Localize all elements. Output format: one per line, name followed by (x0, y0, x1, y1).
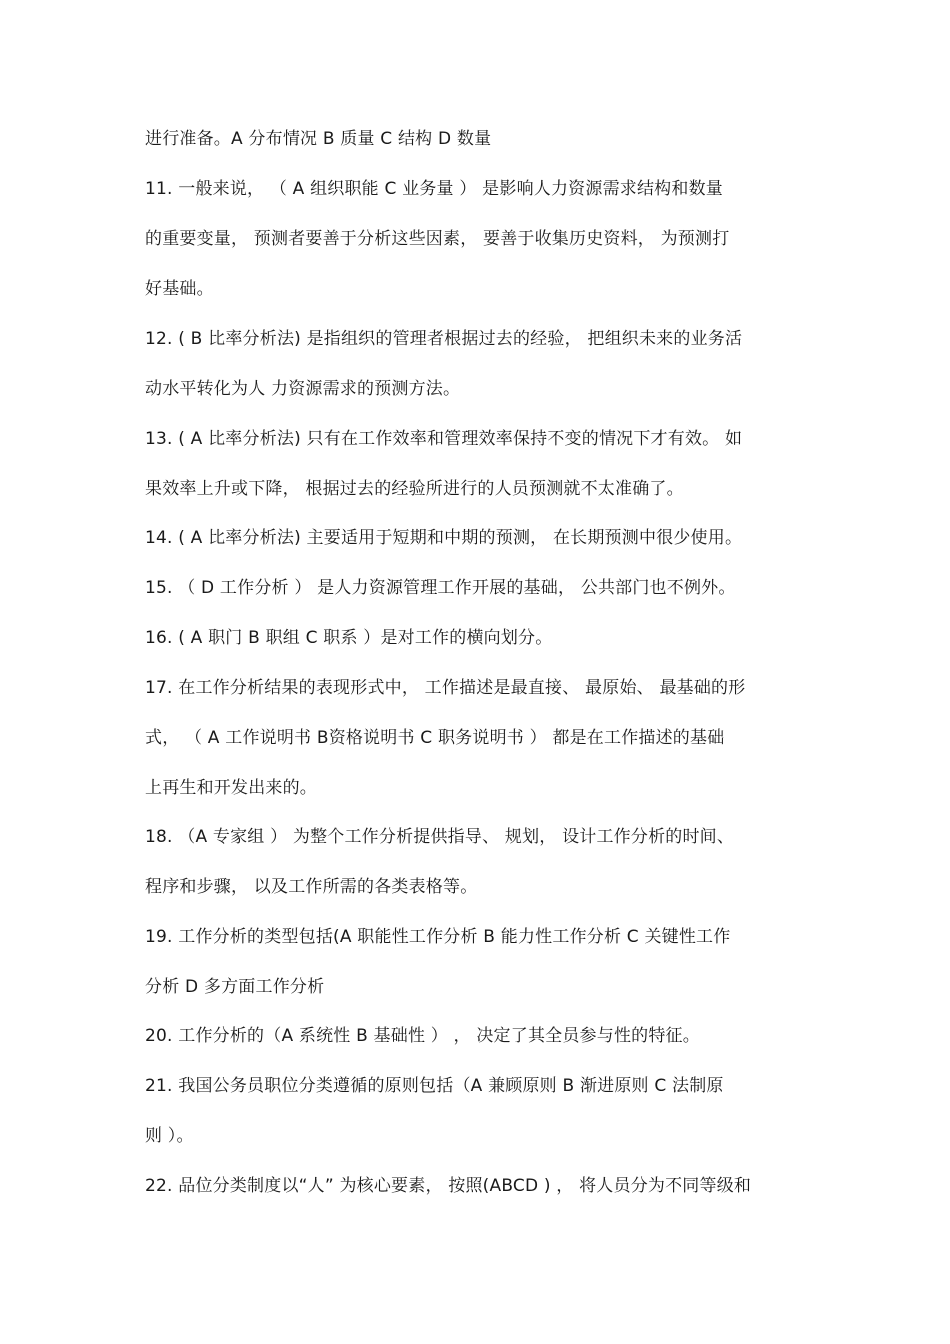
text-line: 20. 工作分析的（A 系统性 B 基础性 ） ， 决定了其全员参与性的特征。 (145, 1026, 700, 1046)
text-line: 上再生和开发出来的。 (145, 778, 317, 798)
text-line: 21. 我国公务员职位分类遵循的原则包括（A 兼顾原则 B 渐进原则 C 法制原 (145, 1076, 724, 1096)
text-line: 式， （ A 工作说明书 B资格说明书 C 职务说明书 ） 都是在工作描述的基础 (145, 728, 725, 748)
text-line: 18. （A 专家组 ） 为整个工作分析提供指导、 规划， 设计工作分析的时间、 (145, 827, 735, 847)
text-line: 13. ( A 比率分析法) 只有在工作效率和管理效率保持不变的情况下才有效。 如 (145, 429, 743, 449)
text-line: 11. 一般来说， （ A 组织职能 C 业务量 ） 是影响人力资源需求结构和数量 (145, 179, 723, 199)
text-line: 动水平转化为人 力资源需求的预测方法。 (145, 379, 461, 399)
text-line: 程序和步骤， 以及工作所需的各类表格等。 (145, 877, 478, 897)
text-line: 14. ( A 比率分析法) 主要适用于短期和中期的预测， 在长期预测中很少使用。 (145, 528, 743, 548)
text-line: 进行准备。A 分布情况 B 质量 C 结构 D 数量 (145, 129, 492, 149)
text-line: 15. （ D 工作分析 ） 是人力资源管理工作开展的基础， 公共部门也不例外。 (145, 578, 736, 598)
text-line: 则 ）。 (145, 1126, 194, 1146)
text-line: 好基础。 (145, 279, 214, 299)
text-line: 果效率上升或下降， 根据过去的经验所进行的人员预测就不太准确了。 (145, 479, 684, 499)
text-line: 12. ( B 比率分析法) 是指组织的管理者根据过去的经验， 把组织未来的业务活 (145, 329, 743, 349)
text-line: 19. 工作分析的类型包括(A 职能性工作分析 B 能力性工作分析 C 关键性工作 (145, 927, 731, 947)
text-line: 17. 在工作分析结果的表现形式中， 工作描述是最直接、 最原始、 最基础的形 (145, 678, 746, 698)
text-line: 16. ( A 职门 B 职组 C 职系 ）是对工作的横向划分。 (145, 628, 553, 648)
text-line: 22. 品位分类制度以“人” 为核心要素， 按照(ABCD ) ， 将人员分为不同等级和 (145, 1176, 752, 1196)
text-line: 分析 D 多方面工作分析 (145, 977, 325, 997)
text-line: 的重要变量， 预测者要善于分析这些因素， 要善于收集历史资料， 为预测打 (145, 229, 730, 249)
